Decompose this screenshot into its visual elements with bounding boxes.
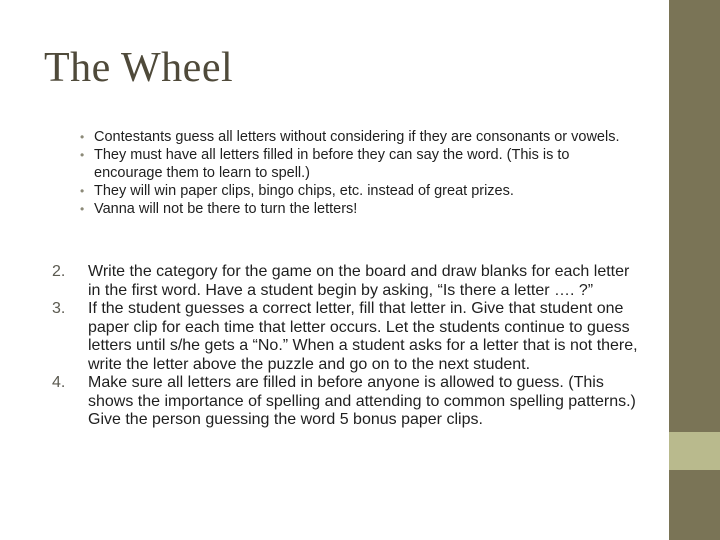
bullet-item [76, 200, 636, 218]
bullet-text: Vanna will not be there to turn the letters! [94, 201, 358, 217]
item-number: 3. [52, 300, 66, 317]
bullet-marker: • [80, 130, 85, 144]
slide-title: The Wheel [44, 45, 234, 91]
bullet-list [76, 128, 636, 218]
sidebar-accent-block [669, 432, 720, 470]
bullet-item [76, 128, 636, 146]
numbered-item [52, 300, 642, 374]
bullet-marker: • [80, 202, 85, 216]
bullet-text: Contestants guess all letters without considering if they are consonants or vowels. [94, 129, 620, 145]
item-text: If the student guesses a correct letter, fill that letter in. Give that student one paper clip for each time that letter occurs. Let the students continue to guess letters until s/he gets a “No.” When a student asks for a letter that is not there, write the letter above the puzzle and go on to the next student. [88, 300, 638, 373]
item-text: Write the category for the game on the board and draw blanks for each letter in the first word. Have a student begin by asking, “Is there a letter …. ?” [88, 263, 630, 299]
bullet-marker: • [80, 184, 85, 198]
numbered-item [52, 374, 642, 430]
item-number: 4. [52, 374, 66, 391]
item-number: 2. [52, 263, 66, 280]
bullet-item [76, 182, 636, 200]
numbered-item [52, 263, 642, 300]
item-text: Make sure all letters are filled in before anyone is allowed to guess. (This shows the importance of spelling and attending to common spelling patterns.) Give the person guessing the word 5 bonus paper clips. [88, 374, 636, 428]
bullet-item [76, 146, 636, 182]
bullet-marker: • [80, 148, 85, 162]
bullet-text: They must have all letters filled in before they can say the word. (This is to encourage them to learn to spell.) [94, 147, 570, 181]
numbered-list [52, 263, 642, 430]
bullet-text: They will win paper clips, bingo chips, etc. instead of great prizes. [94, 183, 514, 199]
